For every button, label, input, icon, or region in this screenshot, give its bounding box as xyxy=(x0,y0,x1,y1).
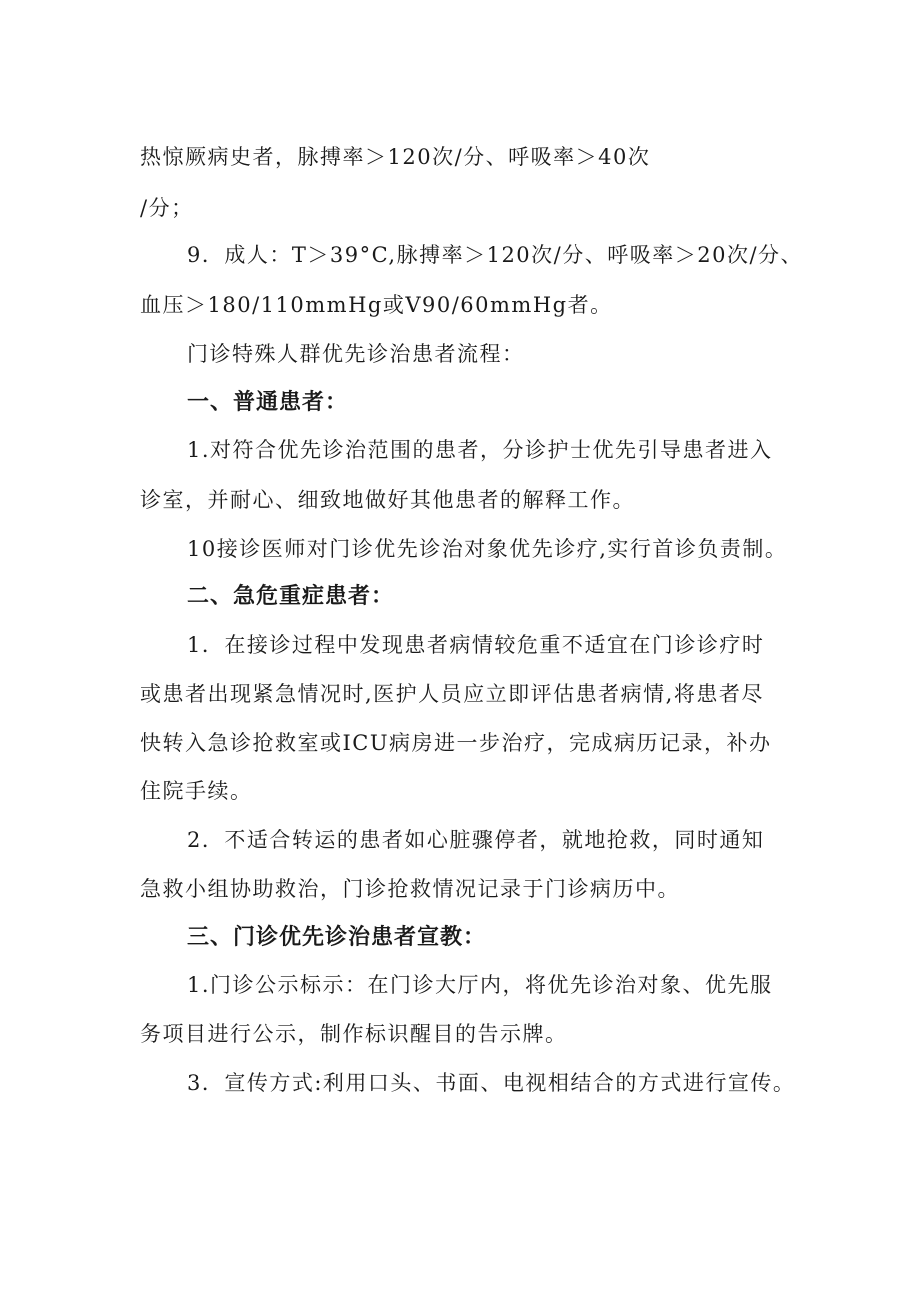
text-line: /分； xyxy=(140,196,194,220)
text-line: 务项目进行公示，制作标识醒目的告示牌。 xyxy=(140,1022,568,1046)
text-line: 血压＞180/110mmHg或V90/60mmHg者。 xyxy=(140,293,613,317)
text-line: 住院手续。 xyxy=(140,779,253,803)
text-line: 1.对符合优先诊治范围的患者，分诊护士优先引导患者进入 xyxy=(187,438,773,462)
text-line: 诊室，并耐心、细致地做好其他患者的解释工作。 xyxy=(140,488,635,512)
text-line: 3．宣传方式:利用口头、书面、电视相结合的方式进行宣传。 xyxy=(187,1071,796,1095)
section-heading: 三、门诊优先诊治患者宣教： xyxy=(187,925,487,950)
text-line: 或患者出现紧急情况时,医护人员应立即评估患者病情,将患者尽 xyxy=(140,682,764,706)
section-heading: 二、急危重症患者： xyxy=(187,584,395,609)
text-line: 1.门诊公示标示：在门诊大厅内，将优先诊治对象、优先服 xyxy=(187,973,773,997)
text-line: 门诊特殊人群优先诊治患者流程： xyxy=(187,342,525,366)
text-line: 2．不适合转运的患者如心脏骤停者，就地抢救，同时通知 xyxy=(187,828,765,852)
text-line: 1．在接诊过程中发现患者病情较危重不适宜在门诊诊疗时 xyxy=(187,633,765,657)
section-heading: 一、普通患者： xyxy=(187,390,349,415)
text-line: 快转入急诊抢救室或ICU病房进一步治疗，完成病历记录，补办 xyxy=(140,731,772,755)
text-line: 急救小组协助救治，门诊抢救情况记录于门诊病历中。 xyxy=(140,877,680,901)
text-line: 9．成人：T＞39°C,脉搏率＞120次/分、呼吸率＞20次/分、 xyxy=(187,243,804,267)
text-line: 10接诊医师对门诊优先诊治对象优先诊疗,实行首诊负责制。 xyxy=(187,537,788,561)
text-line: 热惊厥病史者，脉搏率＞120次/分、呼吸率＞40次 xyxy=(140,145,651,169)
